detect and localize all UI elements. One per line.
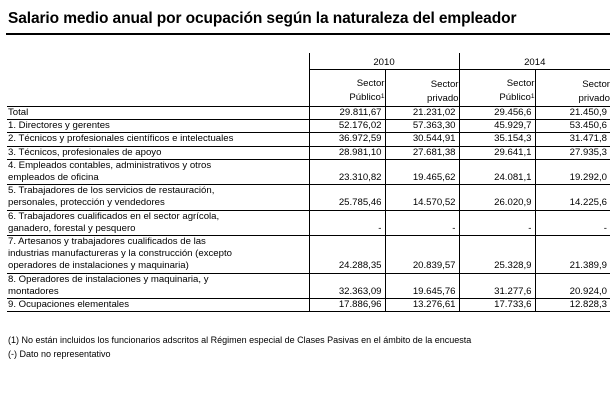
sector-header-blank — [7, 70, 309, 107]
value-cell: 31.277,6 — [459, 273, 535, 298]
value-cell: 14.570,52 — [385, 185, 459, 210]
value-cell: 21.450,9 — [535, 107, 610, 120]
table-row — [7, 146, 610, 159]
value-cell: 32.363,09 — [309, 273, 385, 298]
row-label-line: Total — [8, 107, 29, 118]
value-cell: 23.310,82 — [309, 159, 385, 184]
sector-header-row — [7, 70, 610, 107]
sector-header-public-2014 — [459, 70, 535, 107]
value-cell: 25.328,9 — [459, 236, 535, 274]
table-row — [7, 210, 610, 235]
value-cell: 17.886,96 — [309, 299, 385, 312]
footnote-2: (-) Dato no representativo — [8, 349, 111, 359]
row-label — [7, 107, 309, 120]
row-label-line: 7. Artesanos y trabajadores cualificados de las — [8, 236, 206, 248]
salary-table — [7, 53, 610, 312]
year-header-2010: 2010 — [309, 53, 459, 70]
row-label-line: 8. Operadores de instalaciones y maquinaria, y — [8, 273, 209, 285]
value-cell: 28.981,10 — [309, 146, 385, 159]
sector-header-line1: Sector — [582, 79, 610, 90]
row-label-line: ganadero, forestal y pesquero — [8, 222, 136, 234]
value-cell: 53.450,6 — [535, 120, 610, 133]
row-label-line: 9. Ocupaciones elementales — [8, 299, 130, 311]
value-cell: 26.020,9 — [459, 185, 535, 210]
value-cell: 17.733,6 — [459, 299, 535, 312]
row-label — [7, 236, 309, 274]
sector-header-line2: privado — [427, 93, 459, 104]
sector-header-private-2014 — [535, 70, 610, 107]
sector-header-public-2010 — [309, 70, 385, 107]
year-header-blank — [7, 53, 309, 70]
table-title: Salario medio anual por ocupación según la naturaleza del empleador — [8, 10, 517, 27]
row-label — [7, 299, 309, 312]
sector-header-label: Público — [499, 92, 531, 103]
value-cell: 14.225,6 — [535, 185, 610, 210]
row-label-line: industrias manufactureras y la construcción (excepto — [8, 248, 232, 260]
value-cell: - — [385, 210, 459, 235]
row-label-line: 3. Técnicos, profesionales de apoyo — [8, 146, 162, 158]
value-cell: 21.231,02 — [385, 107, 459, 120]
value-cell: 52.176,02 — [309, 120, 385, 133]
row-label-line: 4. Empleados contables, administrativos y otros — [8, 159, 212, 171]
value-cell: 29.641,1 — [459, 146, 535, 159]
value-cell: 36.972,59 — [309, 133, 385, 146]
row-label-line: 2. Técnicos y profesionales científicos e intelectuales — [8, 133, 234, 145]
sector-header-line1: Sector — [506, 78, 535, 89]
title-underline — [6, 33, 610, 35]
sector-header-private-2010 — [385, 70, 459, 107]
row-label — [7, 210, 309, 235]
row-label-line: operadores de instalaciones y maquinaria) — [8, 260, 189, 272]
sector-header-line2 — [310, 91, 385, 106]
value-cell: 45.929,7 — [459, 120, 535, 133]
row-label — [7, 159, 309, 184]
value-cell: 31.471,8 — [535, 133, 610, 146]
row-label — [7, 120, 309, 133]
value-cell: 19.645,76 — [385, 273, 459, 298]
row-label — [7, 185, 309, 210]
value-cell: 30.544,91 — [385, 133, 459, 146]
value-cell: 19.292,0 — [535, 159, 610, 184]
value-cell: - — [309, 210, 385, 235]
value-cell: 27.935,3 — [535, 146, 610, 159]
sector-header-line2 — [460, 91, 535, 106]
value-cell: 13.276,61 — [385, 299, 459, 312]
value-cell: - — [535, 210, 610, 235]
table-row — [7, 299, 610, 312]
value-cell: 20.924,0 — [535, 273, 610, 298]
sector-header-label: Público — [349, 92, 381, 103]
footnote-marker: 1 — [380, 93, 385, 100]
value-cell: 24.288,35 — [309, 236, 385, 274]
value-cell: 27.681,38 — [385, 146, 459, 159]
row-label-line: montadores — [8, 285, 59, 297]
row-label — [7, 146, 309, 159]
table-row — [7, 133, 610, 146]
row-label-line: 6. Trabajadores cualificados en el sector agrícola, — [8, 210, 220, 222]
row-label-line: 1. Directores y gerentes — [8, 120, 110, 132]
row-label — [7, 133, 309, 146]
year-header-row — [7, 53, 610, 70]
table-row — [7, 159, 610, 184]
value-cell: 35.154,3 — [459, 133, 535, 146]
year-header-2014: 2014 — [459, 53, 610, 70]
value-cell: 24.081,1 — [459, 159, 535, 184]
sector-header-line1: Sector — [430, 79, 459, 90]
value-cell: 57.363,30 — [385, 120, 459, 133]
footnotes — [8, 333, 471, 361]
table-row — [7, 273, 610, 298]
value-cell: 12.828,3 — [535, 299, 610, 312]
table-row — [7, 107, 610, 120]
table-body — [7, 107, 610, 312]
table-row — [7, 120, 610, 133]
value-cell: 29.456,6 — [459, 107, 535, 120]
row-label-line: personales, protección y vendedores — [8, 197, 165, 209]
footnote-1: (1) No están incluidos los funcionarios adscritos al Régimen especial de Clases Pasivas en el ámbito de la encuesta — [8, 335, 472, 345]
row-label — [7, 273, 309, 298]
value-cell: 21.389,9 — [535, 236, 610, 274]
value-cell: - — [459, 210, 535, 235]
table-row — [7, 185, 610, 210]
sector-header-line1: Sector — [356, 78, 385, 89]
footnote-marker: 1 — [530, 93, 535, 100]
row-label-line: 5. Trabajadores de los servicios de restauración, — [8, 185, 215, 197]
value-cell: 20.839,57 — [385, 236, 459, 274]
sector-header-line2: privado — [578, 93, 610, 104]
value-cell: 19.465,62 — [385, 159, 459, 184]
table-row — [7, 236, 610, 274]
row-label-line: empleados de oficina — [8, 172, 99, 184]
value-cell: 25.785,46 — [309, 185, 385, 210]
value-cell: 29.811,67 — [309, 107, 385, 120]
